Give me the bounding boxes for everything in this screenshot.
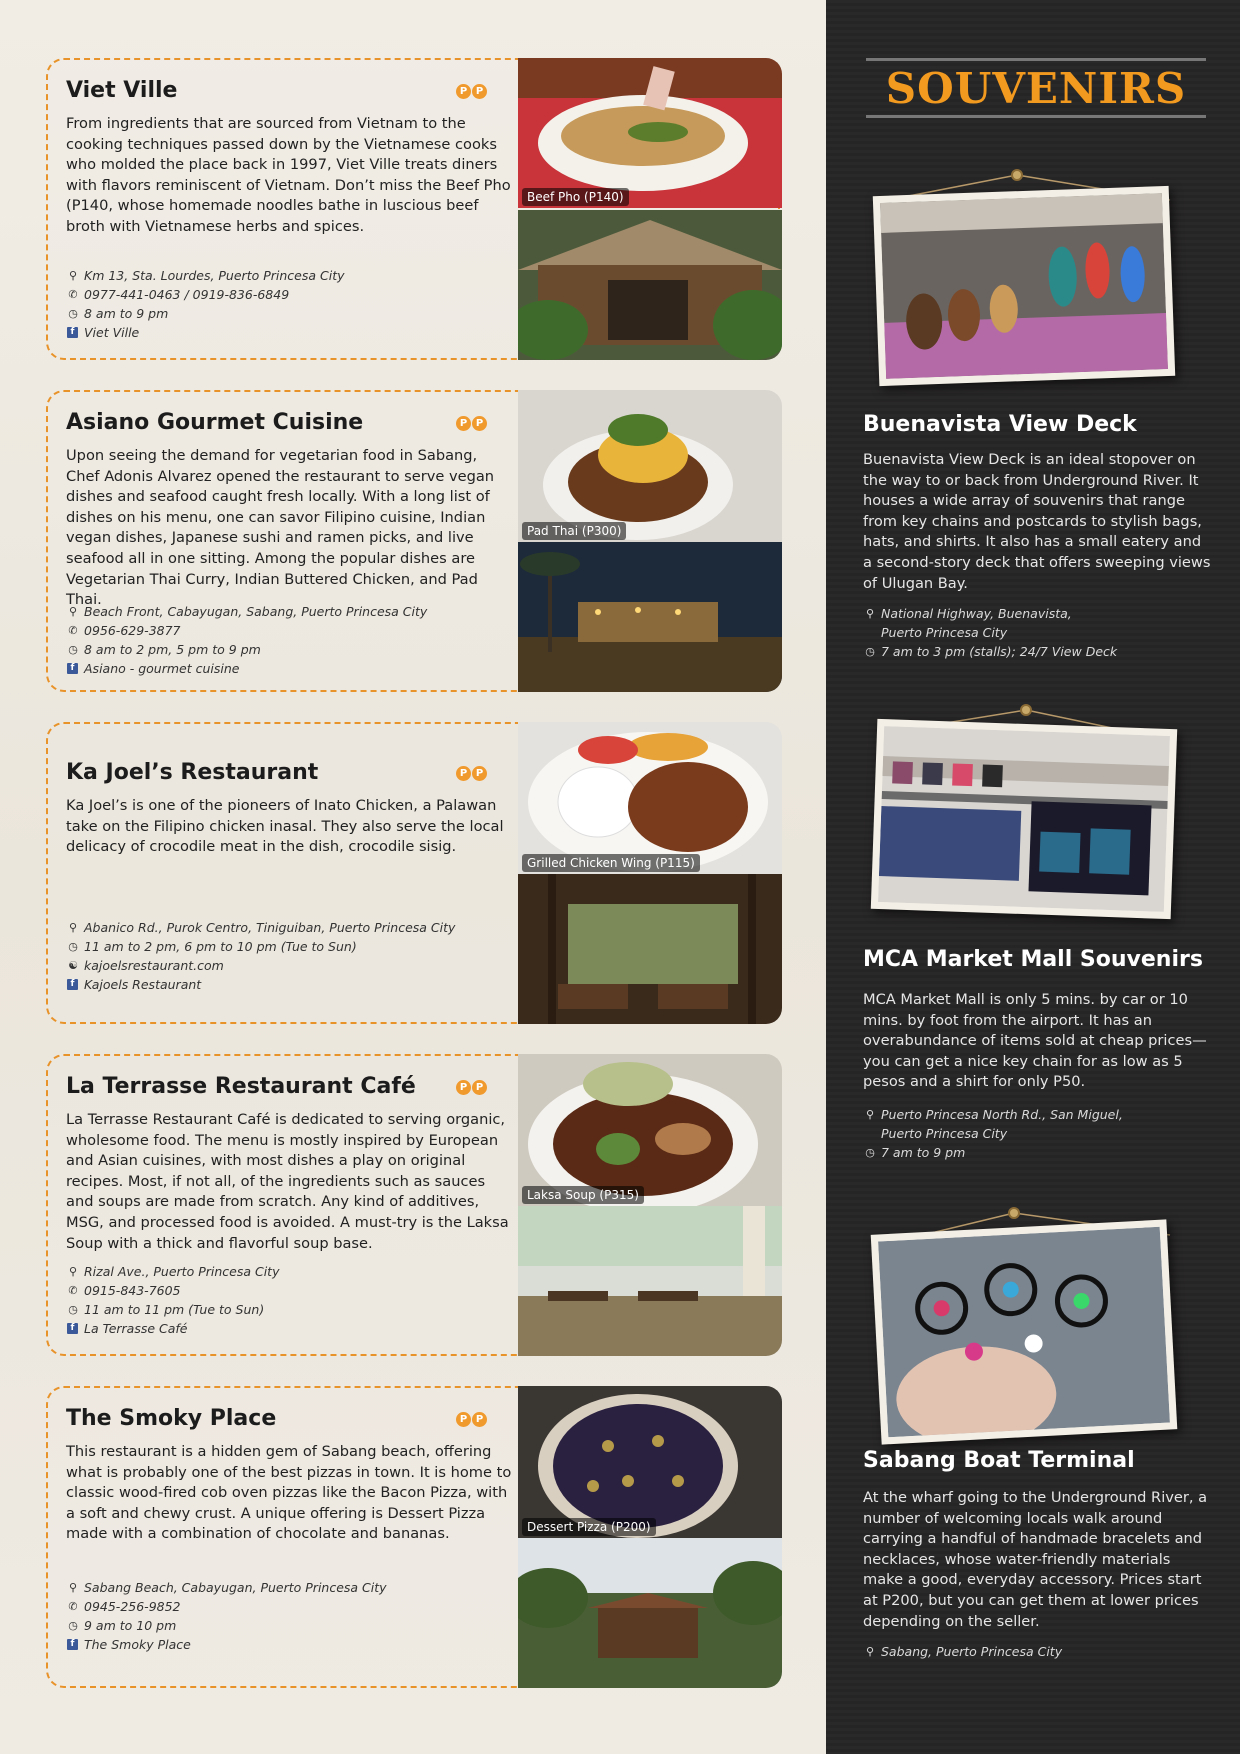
location-pin-icon: ⚲ (865, 1645, 875, 1658)
clock-icon: ◷ (68, 307, 78, 320)
restaurant-name: The Smoky Place (66, 1406, 277, 1431)
globe-icon: ☯ (68, 959, 78, 972)
restaurant-description: Ka Joel’s is one of the pioneers of Inato Chicken, a Palawan take on the Filipino chicken inasal. They also serve the local delicacy of crocodile meat in the dish, crocodile sisig. (66, 797, 504, 856)
price-rating: P P (456, 416, 487, 431)
clock-icon: ◷ (68, 643, 78, 656)
clock-icon: ◷ (865, 1146, 875, 1159)
hours: 8 am to 9 pm (84, 306, 169, 321)
address: Rizal Ave., Puerto Princesa City (84, 1264, 280, 1279)
restaurant-name: La Terrasse Restaurant Café (66, 1074, 416, 1099)
food-photo (518, 58, 782, 208)
restaurant-info (66, 602, 506, 678)
phone-icon: ✆ (68, 624, 78, 637)
restaurant-description: This restaurant is a hidden gem of Sabang beach, offering what is probably one of the best pizzas in town. It is home to classic wood-fired cob oven pizzas like the Bacon Pizza, with a soft and chewy crust. A unique offering is Dessert Pizza made with a combination of chocolate and bananas. (66, 1443, 512, 1543)
souvenir-info (863, 604, 1213, 661)
location-pin-icon: ⚲ (68, 605, 78, 618)
restaurant-card (46, 722, 780, 1024)
phone-icon: ✆ (68, 1284, 78, 1297)
phone: 0945-256-9852 (84, 1599, 181, 1614)
photo-caption: Dessert Pizza (P200) (522, 1518, 656, 1536)
restaurant-card (46, 58, 780, 360)
location-pin-icon: ⚲ (68, 1581, 78, 1594)
phone-icon: ✆ (68, 288, 78, 301)
address-line-2: Puerto Princesa City (881, 1126, 1008, 1141)
facebook-page: Viet Ville (84, 325, 140, 340)
clock-icon: ◷ (865, 645, 875, 658)
clock-icon: ◷ (68, 1303, 78, 1316)
phone: 0915-843-7605 (84, 1283, 181, 1298)
souvenir-info (863, 1105, 1213, 1162)
address: Abanico Rd., Purok Centro, Tiniguiban, Puerto Princesa City (84, 920, 456, 935)
restaurant-name: Ka Joel’s Restaurant (66, 760, 319, 785)
address: Puerto Princesa North Rd., San Miguel, (881, 1107, 1123, 1122)
facebook-icon: f (67, 1639, 78, 1650)
address: Sabang Beach, Cabayugan, Puerto Princesa City (84, 1580, 387, 1595)
price-rating: P P (456, 1080, 487, 1095)
facebook-icon: f (67, 327, 78, 338)
facebook-page: The Smoky Place (84, 1637, 191, 1652)
souvenir-info (863, 1642, 1213, 1661)
facebook-icon: f (67, 979, 78, 990)
hours: 11 am to 11 pm (Tue to Sun) (84, 1302, 265, 1317)
souvenirs-heading: SOUVENIRS (866, 58, 1206, 118)
food-photo (518, 1054, 782, 1206)
address-line-2: Puerto Princesa City (881, 625, 1008, 640)
address: National Highway, Buenavista, (881, 606, 1072, 621)
phone: 0977-441-0463 / 0919-836-6849 (84, 287, 290, 302)
facebook-icon: f (67, 1323, 78, 1334)
clock-icon: ◷ (68, 1619, 78, 1632)
food-photo (518, 390, 782, 542)
location-pin-icon: ⚲ (68, 269, 78, 282)
hours: 7 am to 3 pm (stalls); 24/7 View Deck (881, 644, 1118, 659)
restaurant-card (46, 1386, 780, 1688)
price-rating: P P (456, 84, 487, 99)
location-pin-icon: ⚲ (68, 1265, 78, 1278)
restaurant-description: Upon seeing the demand for vegetarian food in Sabang, Chef Adonis Alvarez opened the restaurant to serve vegan dishes and seafood caught fresh locally. With a long list of dishes on his menu, one can savor Filipino cuisine, Indian vegan dishes, Japanese sushi and ramen picks, and live seafood all in one sitting. Among the popular dishes are Vegetarian Thai Curry, Indian Buttered Chicken, and Pad Thai. (66, 447, 495, 609)
restaurant-name: Asiano Gourmet Cuisine (66, 410, 364, 435)
hours: 7 am to 9 pm (881, 1145, 966, 1160)
price-rating: P P (456, 1412, 487, 1427)
food-photo (518, 1386, 782, 1538)
souvenir-description: Buenavista View Deck is an ideal stopover on the way to or back from Underground River. It houses a wide array of souvenirs that range from key chains and postcards to stylish bags, hats, and shirts. It also has a small eatery and a second-story deck that offers sweeping views of Ulugan Bay. (863, 451, 1211, 592)
photo-caption: Beef Pho (P140) (522, 188, 629, 206)
restaurant-photo (518, 1538, 782, 1688)
facebook-icon: f (67, 663, 78, 674)
restaurant-info (66, 266, 506, 342)
souvenir-description: MCA Market Mall is only 5 mins. by car or 10 mins. by foot from the airport. It has an overabundance of items sold at cheap prices—you can get a nice key chain for as low as 5 pesos and a shirt for only P50. (863, 991, 1207, 1091)
restaurant-photo (518, 210, 782, 360)
address: Km 13, Sta. Lourdes, Puerto Princesa City (84, 268, 345, 283)
location-pin-icon: ⚲ (865, 1108, 875, 1121)
restaurant-name: Viet Ville (66, 78, 178, 103)
address: Sabang, Puerto Princesa City (881, 1644, 1063, 1659)
restaurant-description: From ingredients that are sourced from Vietnam to the cooking techniques passed down by the Vietnamese cooks who molded the place back in 1997, Viet Ville treats diners with flavors reminiscent of Vietnam. Don’t miss the Beef Pho (P140, whose homemade noodles bathe in luscious beef broth with Vietnamese herbs and spices. (66, 115, 511, 235)
hours: 8 am to 2 pm, 5 pm to 9 pm (84, 642, 261, 657)
souvenir-name: Sabang Boat Terminal (863, 1448, 1135, 1473)
souvenir-name: Buenavista View Deck (863, 412, 1137, 437)
souvenir-name: MCA Market Mall Souvenirs (863, 947, 1203, 972)
restaurant-info (66, 1262, 506, 1338)
restaurant-photo (518, 542, 782, 692)
hours: 9 am to 10 pm (84, 1618, 177, 1633)
photo-caption: Laksa Soup (P315) (522, 1186, 644, 1204)
location-pin-icon: ⚲ (865, 607, 875, 620)
photo-caption: Grilled Chicken Wing (P115) (522, 854, 700, 872)
price-rating: P P (456, 766, 487, 781)
website-link[interactable]: kajoelsrestaurant.com (84, 958, 224, 973)
photo-caption: Pad Thai (P300) (522, 522, 626, 540)
restaurant-card (46, 1054, 780, 1356)
restaurant-photo (518, 874, 782, 1024)
restaurant-info (66, 918, 506, 994)
food-photo (518, 722, 782, 874)
facebook-page: Kajoels Restaurant (84, 977, 202, 992)
restaurant-info (66, 1578, 506, 1654)
restaurant-card (46, 390, 780, 692)
facebook-page: La Terrasse Café (84, 1321, 188, 1336)
souvenir-description: At the wharf going to the Underground River, a number of welcoming locals walk around carrying a handful of handmade bracelets and necklaces, whose water-friendly materials make a good, everyday accessory. Prices start at P200, but you can get them at lower prices depending on the seller. (863, 1489, 1208, 1630)
hours: 11 am to 2 pm, 6 pm to 10 pm (Tue to Sun) (84, 939, 357, 954)
location-pin-icon: ⚲ (68, 921, 78, 934)
facebook-page: Asiano - gourmet cuisine (84, 661, 240, 676)
phone: 0956-629-3877 (84, 623, 181, 638)
restaurant-description: La Terrasse Restaurant Café is dedicated to serving organic, wholesome food. The menu is mostly inspired by European and Asian cuisines, with most dishes a play on original recipes. Most, if not all, of the ingredients such as sauces and soups are made from scratch. Any kind of additives, MSG, and processed food is avoided. A must-try is the Laksa Soup with a thick and flavorful soup base. (66, 1111, 509, 1252)
phone-icon: ✆ (68, 1600, 78, 1613)
restaurant-photo (518, 1206, 782, 1356)
clock-icon: ◷ (68, 940, 78, 953)
address: Beach Front, Cabayugan, Sabang, Puerto Princesa City (84, 604, 428, 619)
